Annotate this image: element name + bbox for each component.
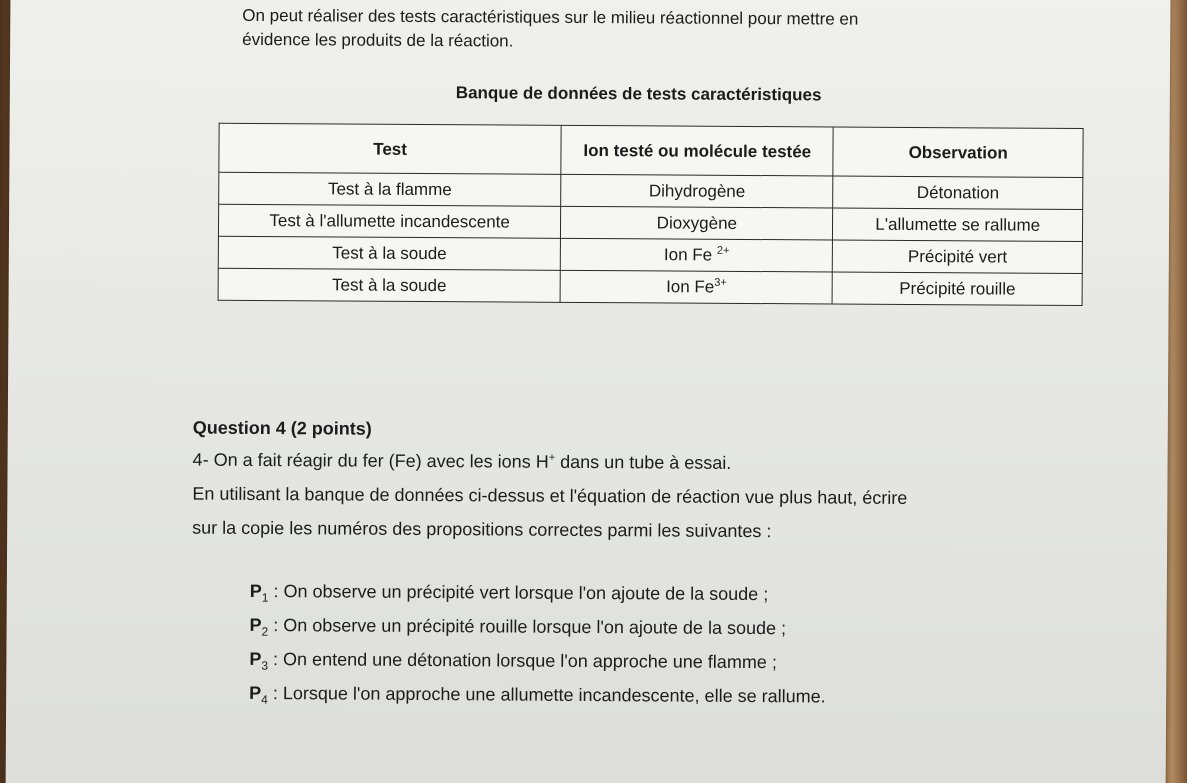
proposition-text: : On observe un précipité rouille lorsque l'on ajoute de la soude ; [268, 615, 787, 639]
exam-sheet [5, 0, 1170, 783]
cell-test: Test à l'allumette incandescente [218, 204, 560, 238]
species-ion-name: Ion Fe [663, 245, 713, 265]
proposition-text: : On observe un précipité vert lorsque l'on ajoute de la soude ; [268, 581, 769, 605]
cell-species [560, 238, 832, 272]
cell-species: Dioxygène [561, 206, 833, 240]
intro-paragraph [242, 4, 1072, 57]
ion-charge: 2+ [716, 244, 730, 258]
header-species: Ion testé ou molécule testée [561, 125, 833, 176]
h-ion-charge: + [548, 451, 556, 464]
proposition-p4 [249, 683, 826, 710]
proposition-index: 4 [261, 692, 268, 707]
proposition-text: : Lorsque l'on approche une allumette incandescente, elle se rallume. [267, 683, 826, 707]
proposition-label: P [249, 614, 262, 636]
cell-observation: Détonation [833, 176, 1083, 210]
question-title: Question 4 (2 points) [192, 417, 372, 439]
cell-species: Dihydrogène [561, 174, 833, 208]
question-text-before: 4- On a fait réagir du fer (Fe) avec les ions H [192, 449, 549, 472]
cell-test: Test à la soude [218, 236, 560, 270]
proposition-text: : On entend une détonation lorsque l'on approche une flamme ; [268, 649, 777, 673]
question-statement-line-1 [193, 450, 1093, 476]
proposition-p3 [249, 649, 777, 676]
question-statement-line-3: sur la copie les numéros des propositions correctes parmi les suivantes : [192, 517, 772, 542]
proposition-index: 2 [261, 624, 269, 639]
header-test: Test [219, 123, 562, 174]
question-text-after: dans un tube à essai. [555, 451, 732, 473]
table-title: Banque de données de tests caractéristiques [455, 83, 822, 105]
intro-line-1: On peut réaliser des tests caractéristiques sur le milieu réactionnel pour mettre en [242, 5, 859, 29]
proposition-label: P [249, 682, 262, 704]
proposition-index: 1 [261, 590, 269, 605]
question-statement-line-2: En utilisant la banque de données ci-dessus et l'équation de réaction vue plus haut, écrire [192, 483, 908, 508]
proposition-p1 [250, 581, 769, 608]
table-header-row [219, 123, 1083, 177]
proposition-label: P [249, 580, 262, 602]
proposition-index: 3 [261, 658, 269, 673]
intro-line-2: évidence les produits de la réaction. [242, 29, 514, 51]
cell-observation: Précipité rouille [832, 272, 1082, 306]
proposition-p2 [250, 615, 787, 642]
proposition-label: P [249, 648, 262, 670]
header-observation: Observation [833, 127, 1083, 178]
table-row [218, 204, 1082, 241]
ion-charge: 3+ [714, 276, 727, 290]
table-row [219, 172, 1083, 209]
table-row [218, 268, 1082, 305]
cell-species [560, 270, 832, 304]
characteristic-tests-table [218, 123, 1084, 306]
species-ion-name: Ion Fe [666, 277, 715, 297]
cell-test: Test à la flamme [219, 172, 561, 206]
cell-observation: Précipité vert [833, 240, 1083, 274]
cell-test: Test à la soude [218, 268, 560, 302]
table-row [218, 236, 1082, 273]
cell-observation: L'allumette se rallume [833, 208, 1083, 242]
